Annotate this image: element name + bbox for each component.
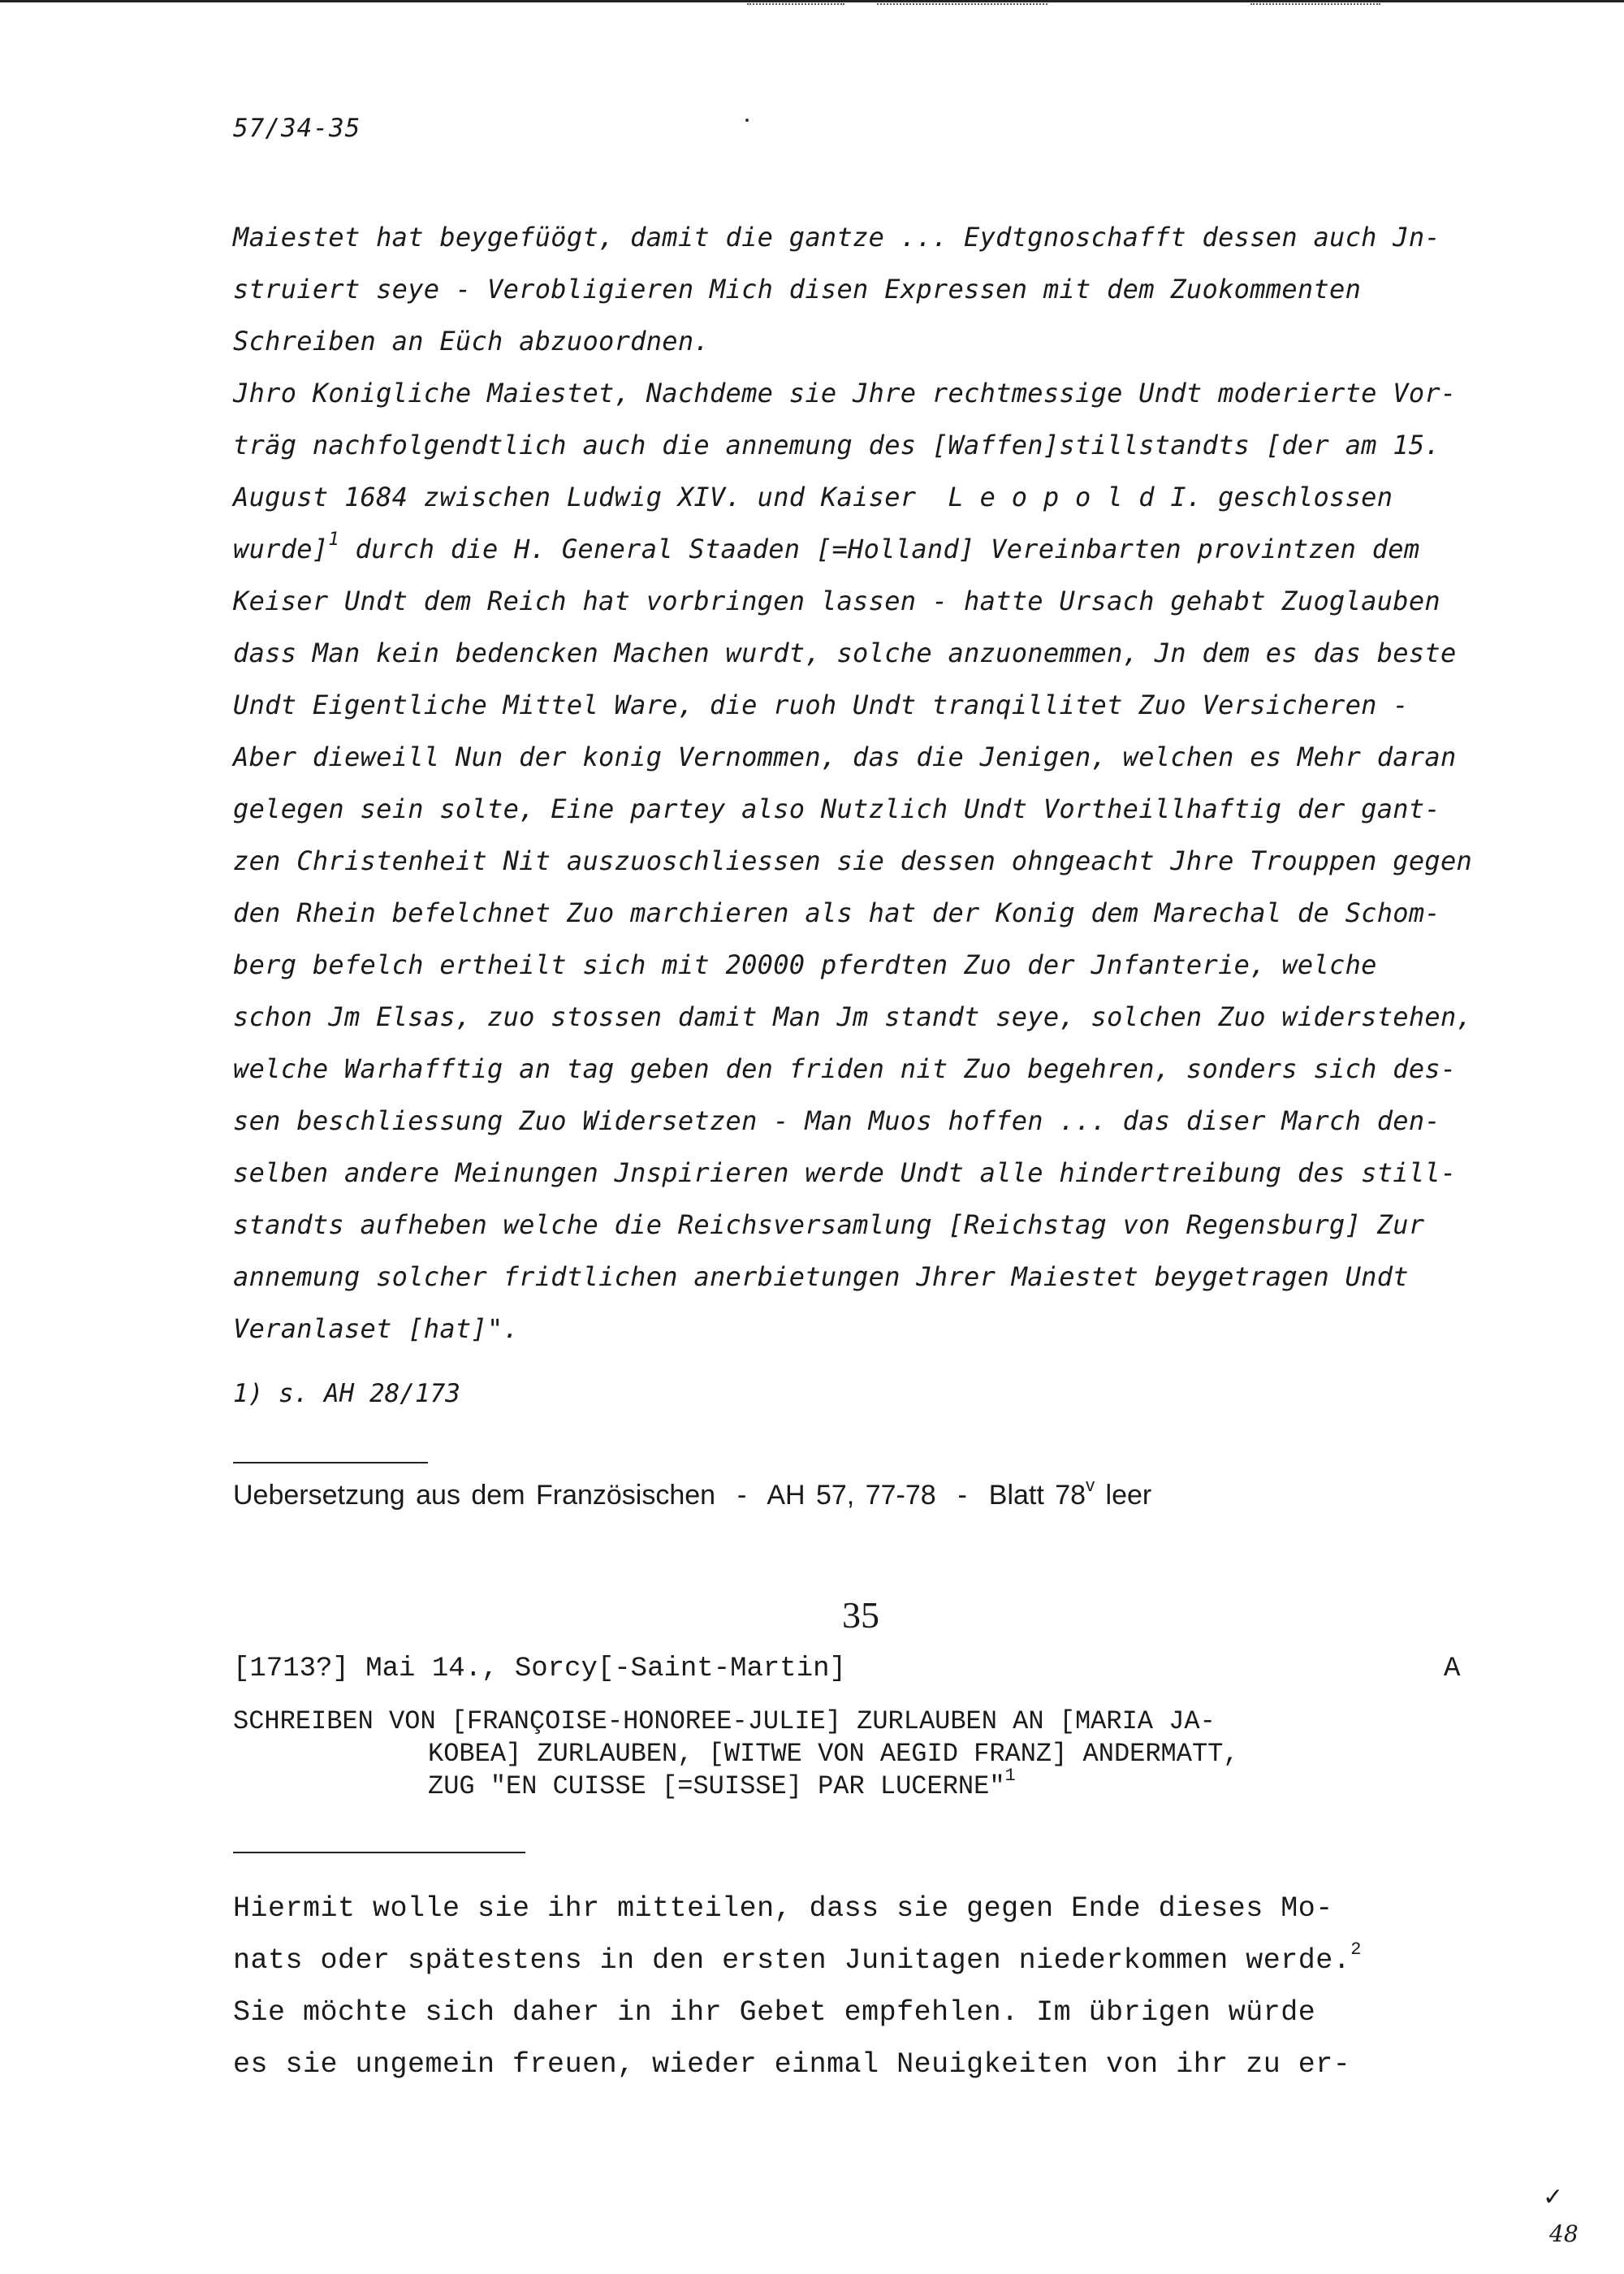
letter-35-body — [233, 1883, 1362, 2090]
text-line: gelegen sein solte, Eine partey also Nutzlich Undt Vortheillhaftig der gant- — [233, 793, 1440, 824]
text-line: welche Warhafftig an tag geben den friden nit Zuo begehren, sonders sich des- — [233, 1053, 1457, 1084]
source-note-end: leer — [1095, 1480, 1152, 1511]
text-line: standts aufheben welche die Reichsversamlung [Reichstag von Regensburg] Zur — [233, 1209, 1425, 1240]
text-line: Sie möchte sich daher in ihr Gebet empfehlen. Im übrigen würde — [233, 1996, 1316, 2029]
text-line: Hiermit wolle sie ihr mitteilen, dass sie gegen Ende dieses Mo- — [233, 1892, 1333, 1925]
source-note — [233, 1474, 1152, 1511]
text-line: Schreiben an Eüch abzuoordnen. — [233, 326, 710, 357]
footnote-marker: 1 — [1004, 1766, 1016, 1787]
heading-line: KOBEA] ZURLAUBEN, [WITWE VON AEGID FRANZ] ANDERMATT, — [428, 1739, 1239, 1769]
text-line: August 1684 zwischen Ludwig XIV. und Kaiser L e o p o l d I. geschlossen — [233, 482, 1393, 512]
scan-noise — [747, 3, 844, 10]
text-line: es sie ungemein freuen, wieder einmal Neuigkeiten von ihr zu er- — [233, 2048, 1351, 2081]
text-line: schon Jm Elsas, zuo stossen damit Man Jm standt seye, solchen Zuo widerstehen, — [233, 1001, 1473, 1032]
text-line-with-footnote — [233, 523, 1472, 575]
heading-fragment: ZUG "EN CUISSE [=SUISSE] PAR LUCERNE" — [428, 1771, 1005, 1801]
text-line: Maiestet hat beygefüögt, damit die gantze ... Eydtgnoschafft dessen auch Jn- — [233, 222, 1440, 253]
text-line: Jhro Konigliche Maiestet, Nachdeme sie Jhre rechtmessige Undt moderierte Vor- — [233, 378, 1457, 409]
text-line: berg befelch ertheilt sich mit 20000 pferdten Zuo der Jnfanterie, welche — [233, 949, 1377, 980]
scan-speck — [745, 119, 749, 122]
text-line: selben andere Meinungen Jnspirieren werde Undt alle hindertreibung des still- — [233, 1157, 1457, 1188]
text-line-with-footnote — [233, 1935, 1362, 1987]
text-line: zen Christenheit Nit auszuoschliessen sie dessen ohngeacht Jhre Trouppen gegen — [233, 845, 1473, 876]
top-scan-edge — [0, 0, 1624, 2]
heading-line-with-footnote — [233, 1766, 1239, 1803]
footnote-marker: 2 — [1350, 1939, 1362, 1961]
document-type-mark: A — [1444, 1654, 1461, 1684]
text-line: Aber dieweill Nun der konig Vernommen, das die Jenigen, welchen es Mehr daran — [233, 741, 1457, 772]
text-line: annemung solcher fridtlichen anerbietungen Jhrer Maiestet beygetragen Undt — [233, 1261, 1409, 1292]
text-line: Keiser Undt dem Reich hat vorbringen lassen - hatte Ursach gehabt Zuoglauben — [233, 586, 1440, 616]
text-fragment: wurde] — [233, 534, 329, 564]
text-line: träg nachfolgendtlich auch die annemung des [Waffen]stillstandts [der am 15. — [233, 430, 1440, 460]
scan-noise — [1250, 3, 1380, 10]
text-line: sen beschliessung Zuo Widersetzen - Man Muos hoffen ... das diser March den- — [233, 1105, 1440, 1136]
document-number: 35 — [842, 1594, 879, 1636]
source-note-text: Uebersetzung aus dem Französischen - AH 57, 77-78 - Blatt 78 — [233, 1480, 1086, 1511]
heading-line: SCHREIBEN VON [FRANÇOISE-HONOREE-JULIE] ZURLAUBEN AN [MARIA JA- — [233, 1706, 1216, 1736]
text-line: Veranlaset [hat]". — [233, 1313, 520, 1344]
divider-rule — [233, 1852, 525, 1853]
checkmark-annotation: ✓ — [1543, 2183, 1564, 2211]
text-line: den Rhein befelchnet Zuo marchieren als hat der Konig dem Marechal de Schom- — [233, 897, 1440, 928]
text-fragment: durch die H. General Staaden [=Holland] Vereinbarten provintzen dem — [339, 534, 1420, 564]
text-fragment: nats oder spätestens in den ersten Junitagen niederkommen werde. — [233, 1944, 1351, 1977]
letter-heading — [233, 1706, 1239, 1803]
text-line: struiert seye - Verobligieren Mich disen Expressen mit dem Zuokommenten — [233, 274, 1362, 305]
letter-34-paragraph-1 — [233, 211, 1440, 367]
folio-number: 48 — [1549, 2220, 1579, 2247]
text-line: Undt Eigentliche Mittel Ware, die ruoh Undt tranqillitet Zuo Versicheren - — [233, 690, 1409, 720]
footnote-marker: 1 — [328, 530, 339, 551]
letter-34-paragraph-2 — [233, 367, 1472, 1355]
footnote: 1) s. AH 28/173 — [233, 1379, 460, 1408]
dateline: [1713?] Mai 14., Sorcy[-Saint-Martin] — [233, 1654, 846, 1684]
text-line: dass Man kein bedencken Machen wurdt, solche anzuonemmen, Jn dem es das beste — [233, 638, 1457, 668]
scan-noise — [877, 3, 1047, 10]
verso-marker: v — [1086, 1474, 1095, 1495]
page-reference: 57/34-35 — [233, 114, 361, 143]
divider-rule — [233, 1462, 428, 1463]
